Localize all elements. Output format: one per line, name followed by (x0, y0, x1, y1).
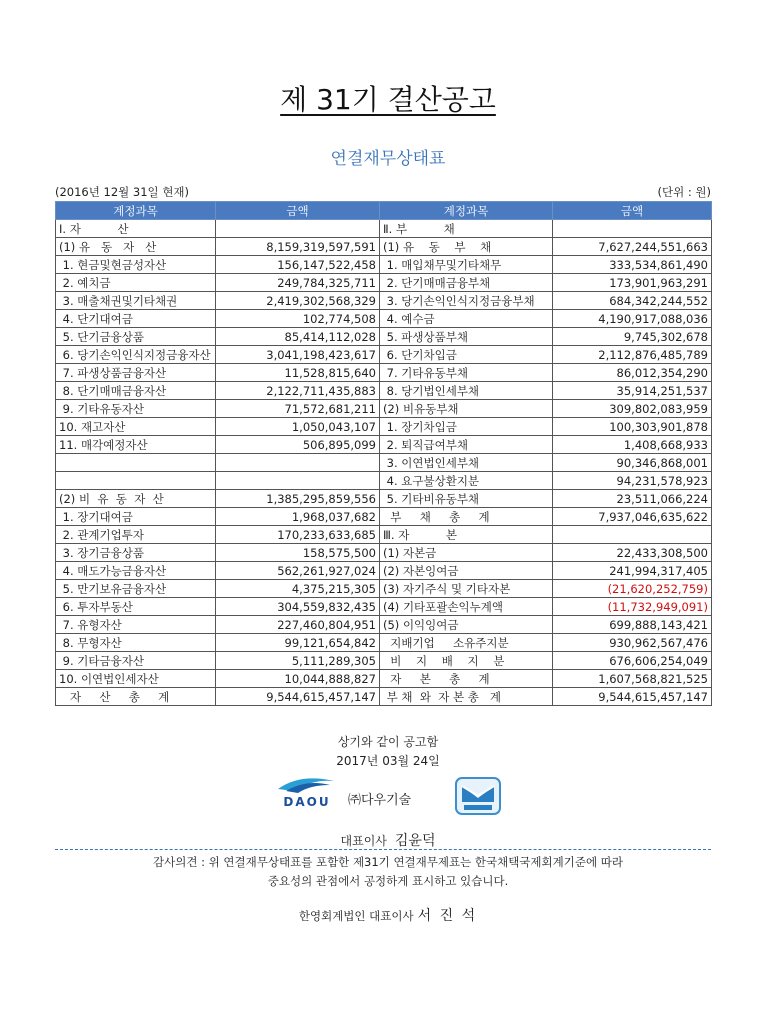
amount-right-cell: 699,888,143,421 (553, 616, 712, 634)
amount-right-cell (553, 526, 712, 544)
amount-left-cell: 156,147,522,458 (216, 256, 380, 274)
audit-opinion-line1: 감사의견 : 위 연결재무상태표를 포함한 제31기 연결재무제표는 한국채택국제회계기준에 따라 (153, 855, 623, 869)
amount-right-cell: 94,231,578,923 (553, 472, 712, 490)
amount-left-cell: 102,774,508 (216, 310, 380, 328)
amount-left-cell: 1,385,295,859,556 (216, 490, 380, 508)
amount-right-cell: 86,012,354,290 (553, 364, 712, 382)
amount-left-cell: 11,528,815,640 (216, 364, 380, 382)
amount-left-cell: 2,122,711,435,883 (216, 382, 380, 400)
account-right-cell: 지배기업 소유주지분 (380, 634, 553, 652)
amount-right-cell: 173,901,963,291 (553, 274, 712, 292)
account-left-cell: 3. 장기금융상품 (56, 544, 216, 562)
account-left-cell (56, 472, 216, 490)
table-header-row (56, 202, 712, 220)
table-row (56, 292, 712, 310)
table-row (56, 400, 712, 418)
amount-right-cell: (21,620,252,759) (553, 580, 712, 598)
unit-label: (단위 : 원) (657, 185, 711, 199)
table-row (56, 382, 712, 400)
account-right-cell: (4) 기타포괄손익누계액 (380, 598, 553, 616)
account-left-cell: 6. 투자부동산 (56, 598, 216, 616)
ceo-label: 대표이사 (340, 834, 387, 848)
table-row (56, 328, 712, 346)
amount-left-cell: 1,968,037,682 (216, 508, 380, 526)
divider (55, 849, 711, 850)
announcement-date: 2017년 03월 24일 (336, 754, 440, 768)
table-row (56, 256, 712, 274)
account-right-cell: 6. 단기차입금 (380, 346, 553, 364)
amount-right-cell: 4,190,917,088,036 (553, 310, 712, 328)
account-left-cell: 9. 기타금융자산 (56, 652, 216, 670)
account-right-cell: Ⅱ. 부 채 (380, 220, 553, 238)
account-left-cell: 4. 매도가능금융자산 (56, 562, 216, 580)
table-row (56, 670, 712, 688)
account-right-cell: 비 지 배 지 분 (380, 652, 553, 670)
amount-right-cell: 684,342,244,552 (553, 292, 712, 310)
account-right-cell: 7. 기타유동부채 (380, 364, 553, 382)
header-amount-left: 금액 (216, 202, 380, 220)
amount-left-cell: 158,575,500 (216, 544, 380, 562)
table-row (56, 526, 712, 544)
amount-left-cell: 304,559,832,435 (216, 598, 380, 616)
account-right-cell: 2. 퇴직급여부채 (380, 436, 553, 454)
table-row (56, 544, 712, 562)
account-left-cell: 2. 관계기업투자 (56, 526, 216, 544)
account-left-cell: 8. 무형자산 (56, 634, 216, 652)
account-right-cell: (2) 자본잉여금 (380, 562, 553, 580)
account-left-cell: 10. 재고자산 (56, 418, 216, 436)
table-row (56, 472, 712, 490)
account-left-cell: 7. 유형자산 (56, 616, 216, 634)
company-seal-icon (454, 776, 502, 816)
table-row (56, 652, 712, 670)
amount-left-cell (216, 220, 380, 238)
account-left-cell (56, 454, 216, 472)
amount-left-cell: 170,233,633,685 (216, 526, 380, 544)
amount-left-cell: 10,044,888,827 (216, 670, 380, 688)
header-account-left: 계정과목 (56, 202, 216, 220)
header-account-right: 계정과목 (380, 202, 553, 220)
account-right-cell: 5. 파생상품부채 (380, 328, 553, 346)
table-row (56, 418, 712, 436)
account-right-cell: 5. 기타비유동부채 (380, 490, 553, 508)
account-right-cell: 4. 요구불상환지분 (380, 472, 553, 490)
table-row (56, 508, 712, 526)
account-right-cell: 1. 장기차입금 (380, 418, 553, 436)
amount-left-cell: 99,121,654,842 (216, 634, 380, 652)
auditor-name: 서 진 석 (417, 908, 478, 924)
amount-left-cell (216, 472, 380, 490)
statement-meta (55, 184, 711, 200)
account-left-cell: 자 산 총 계 (56, 688, 216, 706)
table-row (56, 436, 712, 454)
statement-subtitle: 연결재무상태표 (330, 149, 446, 169)
amount-right-cell: 9,745,302,678 (553, 328, 712, 346)
account-left-cell: 2. 예치금 (56, 274, 216, 292)
account-left-cell: 10. 이연법인세자산 (56, 670, 216, 688)
amount-right-cell: 9,544,615,457,147 (553, 688, 712, 706)
account-right-cell: 부 채 와 자 본 총 계 (380, 688, 553, 706)
table-row (56, 634, 712, 652)
account-left-cell: 1. 장기대여금 (56, 508, 216, 526)
account-left-cell: 11. 매각예정자산 (56, 436, 216, 454)
amount-right-cell: 1,408,668,933 (553, 436, 712, 454)
account-right-cell: (3) 자기주식 및 기타자본 (380, 580, 553, 598)
amount-right-cell: 2,112,876,485,789 (553, 346, 712, 364)
company-name: ㈜다우기술 (348, 793, 412, 808)
daou-logo (272, 775, 342, 809)
ceo-name: 김윤덕 (394, 833, 436, 849)
amount-left-cell: 562,261,927,024 (216, 562, 380, 580)
amount-right-cell: 7,937,046,635,622 (553, 508, 712, 526)
amount-left-cell: 4,375,215,305 (216, 580, 380, 598)
amount-left-cell (216, 454, 380, 472)
table-row (56, 688, 712, 706)
table-body (56, 220, 712, 706)
page-title: 제 31기 결산공고 (280, 83, 496, 116)
account-left-cell: 1. 현금및현금성자산 (56, 256, 216, 274)
account-right-cell: (2) 비유동부채 (380, 400, 553, 418)
amount-left-cell: 249,784,325,711 (216, 274, 380, 292)
amount-right-cell: 90,346,868,001 (553, 454, 712, 472)
daou-logo-mark (272, 775, 342, 809)
account-left-cell: Ⅰ. 자 산 (56, 220, 216, 238)
amount-right-cell: 241,994,317,405 (553, 562, 712, 580)
table-row (56, 454, 712, 472)
account-right-cell: 1. 매입채무및기타채무 (380, 256, 553, 274)
amount-left-cell: 8,159,319,597,591 (216, 238, 380, 256)
account-right-cell: 3. 당기손익인식지정금융부채 (380, 292, 553, 310)
account-left-cell: 5. 단기금융상품 (56, 328, 216, 346)
amount-left-cell: 2,419,302,568,329 (216, 292, 380, 310)
account-right-cell: 부 채 총 계 (380, 508, 553, 526)
amount-left-cell: 85,414,112,028 (216, 328, 380, 346)
account-left-cell: 5. 만기보유금융자산 (56, 580, 216, 598)
table-row (56, 238, 712, 256)
amount-right-cell: 333,534,861,490 (553, 256, 712, 274)
amount-left-cell: 227,460,804,951 (216, 616, 380, 634)
ceo-signature (0, 830, 776, 850)
auditor-signature (0, 905, 776, 925)
table-row (56, 346, 712, 364)
amount-right-cell: 22,433,308,500 (553, 544, 712, 562)
amount-right-cell: (11,732,949,091) (553, 598, 712, 616)
amount-right-cell: 23,511,066,224 (553, 490, 712, 508)
table-row (56, 364, 712, 382)
amount-left-cell: 1,050,043,107 (216, 418, 380, 436)
account-right-cell: 8. 당기법인세부채 (380, 382, 553, 400)
announcement-text: 상기와 같이 공고함 (337, 735, 439, 749)
account-right-cell: 4. 예수금 (380, 310, 553, 328)
account-left-cell: 3. 매출채권및기타채권 (56, 292, 216, 310)
amount-right-cell (553, 220, 712, 238)
account-left-cell: 6. 당기손익인식지정금융자산 (56, 346, 216, 364)
audit-opinion-line2: 중요성의 관점에서 공정하게 표시하고 있습니다. (267, 874, 509, 888)
table-row (56, 274, 712, 292)
account-right-cell: (1) 자본금 (380, 544, 553, 562)
table-row (56, 598, 712, 616)
amount-left-cell: 71,572,681,211 (216, 400, 380, 418)
table-row (56, 562, 712, 580)
table-row (56, 220, 712, 238)
account-right-cell: 2. 단기매매금융부채 (380, 274, 553, 292)
table-row (56, 580, 712, 598)
account-left-cell: 9. 기타유동자산 (56, 400, 216, 418)
account-right-cell: 3. 이연법인세부채 (380, 454, 553, 472)
amount-left-cell: 5,111,289,305 (216, 652, 380, 670)
amount-left-cell: 9,544,615,457,147 (216, 688, 380, 706)
account-left-cell: 8. 단기매매금융자산 (56, 382, 216, 400)
statement-date: (2016년 12월 31일 현재) (55, 185, 190, 199)
account-left-cell: 4. 단기대여금 (56, 310, 216, 328)
amount-right-cell: 7,627,244,551,663 (553, 238, 712, 256)
amount-right-cell: 930,962,567,476 (553, 634, 712, 652)
amount-right-cell: 676,606,254,049 (553, 652, 712, 670)
account-right-cell: Ⅲ. 자 본 (380, 526, 553, 544)
amount-right-cell: 35,914,251,537 (553, 382, 712, 400)
auditor-label: 한영회계법인 대표이사 (298, 909, 414, 923)
account-left-cell: 7. 파생상품금융자산 (56, 364, 216, 382)
balance-sheet-table (55, 201, 712, 706)
account-left-cell: (1) 유 동 자 산 (56, 238, 216, 256)
account-right-cell: (5) 이익잉여금 (380, 616, 553, 634)
account-right-cell: (1) 유 동 부 채 (380, 238, 553, 256)
header-amount-right: 금액 (553, 202, 712, 220)
amount-left-cell: 506,895,099 (216, 436, 380, 454)
table-row (56, 490, 712, 508)
table-row (56, 616, 712, 634)
table-row (56, 310, 712, 328)
amount-right-cell: 1,607,568,821,525 (553, 670, 712, 688)
daou-logo-text: DAOU (283, 795, 331, 809)
account-right-cell: 자 본 총 계 (380, 670, 553, 688)
amount-right-cell: 100,303,901,878 (553, 418, 712, 436)
amount-right-cell: 309,802,083,959 (553, 400, 712, 418)
account-left-cell: (2) 비 유 동 자 산 (56, 490, 216, 508)
amount-left-cell: 3,041,198,423,617 (216, 346, 380, 364)
